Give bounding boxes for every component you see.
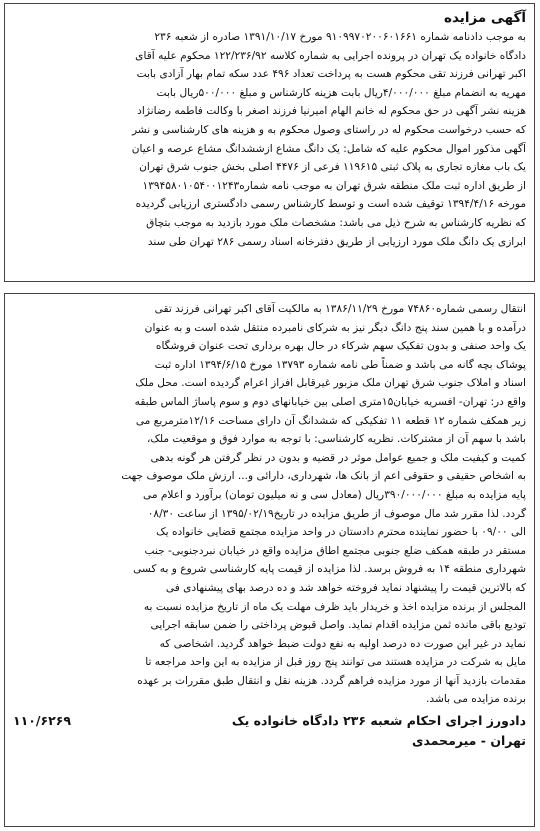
text-line: انتقال رسمی شماره۷۴۸۶۰ مورخ ۱۳۸۶/۱۱/۲۹ به مالکیت آقای اکبر تهرانی فرزند تقی (154, 303, 526, 315)
text-line: پوشاک بچه گانه می باشد و ضمناً طی نامه شماره ۱۳۷۹۳ مورخ ۱۳۹۴/۶/۱۵ اداره ثبت (154, 358, 526, 371)
notice-title: آگهی مزایده (444, 10, 526, 26)
text-line: اسناد و املاک جنوب شرق تهران ملک مزبور غیرقابل افراز اعرام گردیده است. محل ملک (135, 377, 526, 390)
text-line: شهرداری منطقه ۱۴ به فروش برسد. لذا مزایده از قیمت پایه کارشناسی شروع و به کسی (133, 563, 526, 576)
text-line: هزینه نشر آگهی در حق محکوم له خانم الهام امیرنیا فرزند اصغر با وکالت فاطمه رضانژاد (137, 105, 526, 118)
signature-place: تهران - میرمحمدی (412, 733, 526, 749)
text-line: کمیت و کیفیت ملک و جمیع عوامل موثر در قضیه و بدون در نظر گرفتن هر گونه بدهی (150, 451, 526, 464)
text-line: به موجب دادنامه شماره ۹۱۰۹۹۷۰۲۰۰۶۰۱۶۶۱ مورخ ۱۳۹۱/۱۰/۱۷ صادره از شعبه ۲۳۶ (154, 31, 526, 43)
text-line: مقدمات بازدید آنها از مورد مزایده فراهم گردد. هزینه نقل و انتقال طبق مقررات بر عهده (137, 674, 526, 687)
notice-code: ۱۱۰/۶۲۶۹ (13, 713, 71, 729)
text-line: که نظریه کارشناس به شرح ذیل می باشد: مشخصات ملک مورد بازدید به موجب بتچاق (146, 216, 526, 229)
text-line: مورخه ۱۳۹۴/۴/۱۶ توقیف شده است و توسط کارشناس رسمی دادگستری ارزیابی گردیده (135, 198, 526, 211)
text-line: گردد. لذا مقرر شد مال موصوف از طریق مزایده در تاریخ۱۳۹۵/۰۲/۱۹ از ساعت ۰۸/۳۰ (147, 507, 526, 520)
text-line: المجلس از برنده مزایده اخذ و خریدار باید ظرف مهلت یک ماه از تاریخ مزایده نسبت به (143, 600, 526, 613)
text-line: که حسب درخواست محکوم له در راستای وصول محکوم به و هزینه های کارشناسی و نشر (131, 123, 526, 136)
text-line: دادگاه خانواده یک تهران در پرونده اجرایی به شماره کلاسه ۱۲۲/۲۳۶/۹۲ محکوم علیه آقای (135, 49, 526, 62)
text-line: الی ۰۹/۰۰ با حضور نماینده محترم دادستان در واحد مزایده مجتمع قضایی خانواده یک (156, 526, 526, 539)
signature-title: دادورز اجرای احکام شعبه ۲۳۶ دادگاه خانواده یک (231, 713, 526, 729)
text-line: یک باب مغازه تجاری به پلاک ثبتی ۱۱۹۶۱۵ فرعی از ۴۴۷۶ اصلی بخش جنوب شرق تهران (139, 161, 526, 174)
text-line: مستقر در طبقه همکف ضلع جنوبی مجتمع اطاق مزایده واقع در خیابان نبردجنوبی- جنب (144, 544, 526, 557)
text-line: پایه مزایده به مبلغ ۳۹۰/۰۰۰/۰۰۰ریال (معادل سی و نه میلیون تومان) برآورد و اعلام می (142, 488, 526, 501)
text-line: یک واحد صنفی و بدون تفکیک سهم شرکاء در حال بهره برداری تحت عنوان فروشگاه (155, 340, 526, 353)
notice-box-top (4, 3, 535, 282)
notice-box-bottom (4, 293, 535, 827)
text-line: آگهی مذکور اموال محکوم علیه که شامل: یک دانگ مشاع ازششدانگ مشاع عرصه و اعیان (131, 142, 526, 155)
text-line: که بالاترین قیمت را پیشنهاد نماید فروخته خواهد شد و ده درصد بهای پیشنهادی فی (165, 581, 526, 594)
text-line: ابرازی یک دانگ ملک مورد ارزیابی از طریق دفترخانه اسناد رسمی ۲۸۶ تهران طی سند (147, 235, 526, 248)
text-line: به اشخاص حقیقی و حقوقی اعم از بانک ها، شهرداری، دارائی و... ارزش ملک موصوف جهت (121, 470, 526, 483)
signature-row (13, 711, 526, 731)
text-line: نماید در غیر این صورت ده درصد اولیه به نفع دولت ضبط خواهد گردید. اشخاصی که (159, 637, 526, 650)
text-line: از طریق اداره ثبت ملک منطقه شرق تهران به موجب نامه شماره۱۳۹۴۵۸۰۱۰۵۴۰۰۱۲۴۳ (142, 179, 526, 192)
text-line: مایل به شرکت در مزایده هستند می توانند پنج روز قبل از مزایده به این واحد مراجعه تا (145, 656, 526, 669)
text-line: باشد با سهم آن از مشترکات. نظریه کارشناسی: با توجه به موارد فوق و موقعیت ملک، (146, 433, 526, 446)
notice-body-part1 (13, 28, 526, 251)
notice-body-part2 (13, 300, 526, 709)
text-line: برنده مزایده می باشد. (426, 693, 526, 706)
text-line: واقع در: تهران- افسریه خیابان۱۵متری اصلی بین خیابانهای دوم و سوم پاساژ الماس طبقه (134, 395, 526, 408)
text-line: تودیع باقی مانده ثمن مزایده اقدام نماید. واصل قبوض پرداختی را ضمن سابقه اجرایی (150, 619, 526, 632)
text-line: زیر همکف شماره ۱۲ قطعه ۱۱ تفکیکی که ششدانگ آن دارای مساحت ۱۲/۱۶مترمربع می (135, 414, 526, 427)
text-line: درآمده و با همین سند پنج دانگ دیگر نیز به شرکای نامبرده منتقل شده است و به عنوان (144, 321, 526, 334)
text-line: مهریه به انضمام مبلغ ۴/۰۰۰/۰۰۰ریال بابت هزینه کارشناس و مبلغ ۵۰۰/۰۰۰ریال بابت (156, 86, 526, 99)
text-line: اکبر تهرانی فرزند تقی محکوم هست به پرداخت تعداد ۴۹۶ عدد سکه تمام بهار آزادی بابت (136, 68, 526, 81)
